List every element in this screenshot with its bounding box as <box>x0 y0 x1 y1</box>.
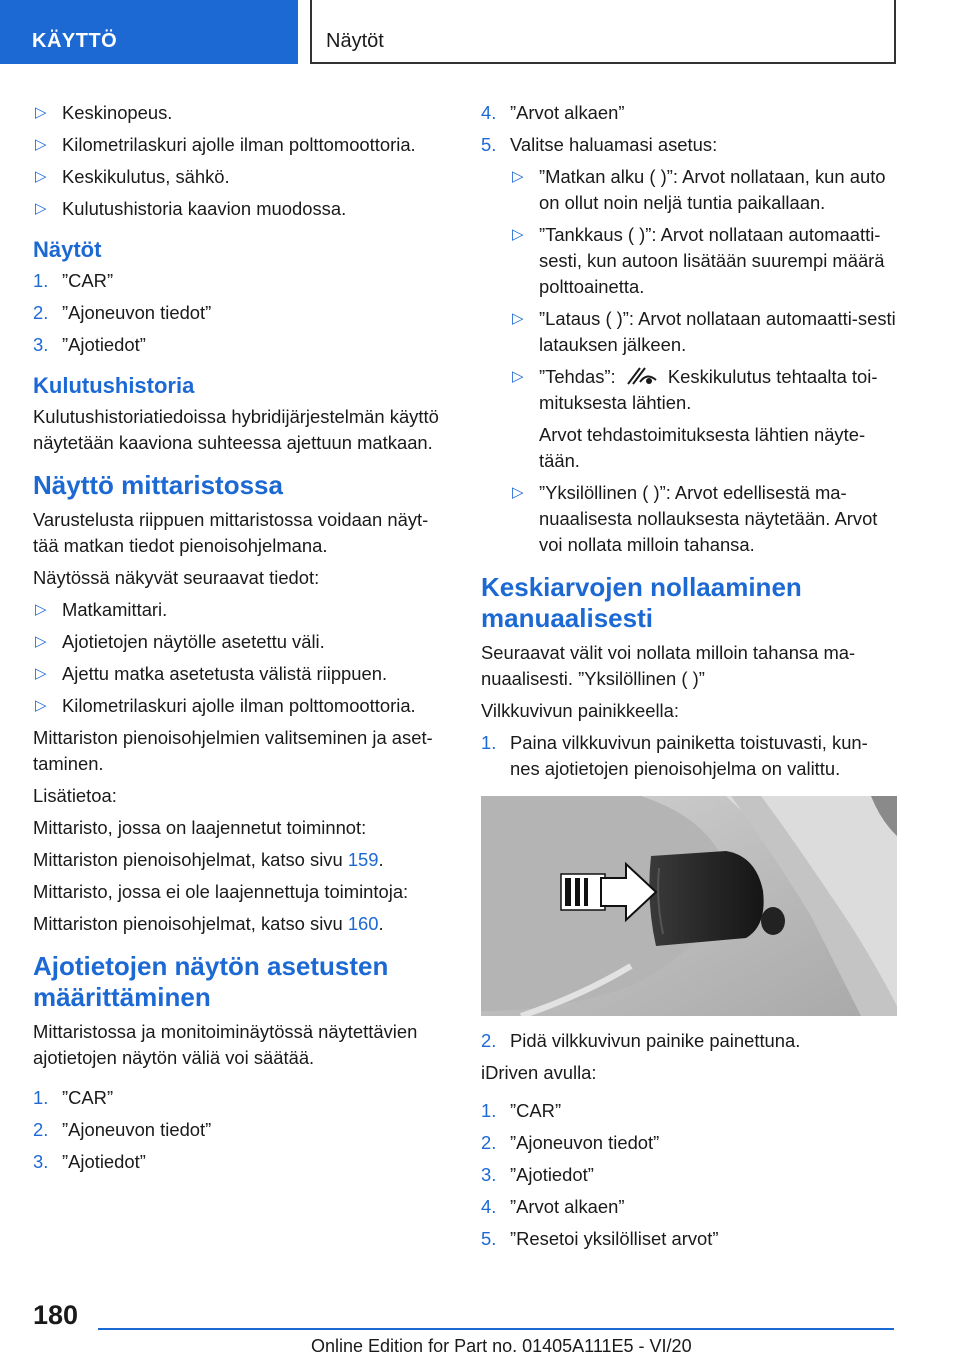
list-item: ▷ Keskinopeus. <box>33 100 451 126</box>
list-item: ▷ Kilometrilaskuri ajolle ilman polttomoottoria. <box>33 693 451 719</box>
heading-kulutushistoria: Kulutushistoria <box>33 373 195 398</box>
option-item: ▷ ”Matkan alku ( )”: Arvot nollataan, kun auto on ollut noin neljä tuntia paikallaan. <box>512 166 886 213</box>
heading-naytot: Näytöt <box>33 237 102 262</box>
step-item: 4. ”Arvot alkaen” <box>481 1196 625 1217</box>
paragraph: Mittaristossa ja monitoiminäytössä näytettävien ajotietojen näytön väliä voi säätää. <box>33 1021 418 1068</box>
step-item: 2. ”Ajoneuvon tiedot” <box>481 1132 660 1153</box>
paragraph-with-link: Mittariston pienoisohjelmat, katso sivu 159. <box>33 849 384 870</box>
turn-signal-lever-figure <box>481 796 897 1016</box>
paragraph: Seuraavat välit voi nollata milloin tahansa ma-nuaalisesti. ”Yksilöllinen ( )” <box>481 642 856 689</box>
paragraph: Vilkkuvivun painikkeella: <box>481 700 679 721</box>
triangle-bullet-icon: ▷ <box>512 226 524 243</box>
header-chapter-box <box>310 0 896 64</box>
paragraph: Näytössä näkyvät seuraavat tiedot: <box>33 567 320 588</box>
step-item: 3. ”Ajotiedot” <box>481 1164 594 1185</box>
step-item: 2. ”Ajoneuvon tiedot” <box>33 1119 212 1140</box>
page-link-160[interactable]: 160 <box>347 913 379 934</box>
paragraph: iDriven avulla: <box>481 1062 597 1083</box>
heading-nollaaminen: Keskiarvojen nollaaminen manuaalisesti <box>481 572 802 633</box>
list-item: ▷ Kilometrilaskuri ajolle ilman polttomoottoria. <box>33 132 451 158</box>
paragraph-with-link: Mittariston pienoisohjelmat, katso sivu 160. <box>33 913 384 934</box>
list-item: ▷ Ajettu matka asetetusta välistä riippuen. <box>33 661 451 687</box>
paragraph: Mittaristo, jossa ei ole laajennettuja toimintoja: <box>33 881 409 902</box>
factory-symbol-icon <box>625 365 659 387</box>
left-column <box>33 100 451 1181</box>
list-item: ▷ Matkamittari. <box>33 597 451 623</box>
step-item: 3. ”Ajotiedot” <box>33 1151 146 1172</box>
step-item: 5. Valitse haluamasi asetus: <box>481 134 718 155</box>
header-section-label: KÄYTTÖ <box>32 30 118 52</box>
triangle-bullet-icon: ▷ <box>35 136 47 153</box>
step-item: 2. Pidä vilkkuvivun painike painettuna. <box>481 1030 801 1051</box>
triangle-bullet-icon: ▷ <box>512 310 524 327</box>
step-item: 5. ”Resetoi yksilölliset arvot” <box>481 1228 719 1249</box>
list-item: ▷ Ajotietojen näytölle asetettu väli. <box>33 629 451 655</box>
step-item: 4. ”Arvot alkaen” <box>481 102 625 123</box>
paragraph: Mittaristo, jossa on laajennetut toiminnot: <box>33 817 367 838</box>
paragraph: Varustelusta riippuen mittaristossa voidaan näyt-tää matkan tiedot pienoisohjelmana. <box>33 509 429 556</box>
step-item: 1. ”CAR” <box>33 270 114 291</box>
option-item: ▷ ”Tehdas”: Keskikulutus tehtaalta toi-mituksesta lähtien. <box>512 366 878 413</box>
paragraph: Lisätietoa: <box>33 785 117 806</box>
triangle-bullet-icon: ▷ <box>35 665 47 682</box>
triangle-bullet-icon: ▷ <box>35 104 47 121</box>
triangle-bullet-icon: ▷ <box>512 484 524 501</box>
list-item: ▷ Keskikulutus, sähkö. <box>33 164 451 190</box>
header-section-tab <box>0 0 298 64</box>
triangle-bullet-icon: ▷ <box>512 168 524 185</box>
page-number: 180 <box>33 1300 79 1330</box>
step-item: 2. ”Ajoneuvon tiedot” <box>33 302 212 323</box>
option-item: ▷ ”Yksilöllinen ( )”: Arvot edellisestä ma-nuaalisesta nollauksesta näytetään. Arvot voi nollata milloin tahansa. <box>512 482 878 555</box>
paragraph: Mittariston pienoisohjelmien valitseminen ja aset-taminen. <box>33 727 433 774</box>
paragraph: Kulutushistoriatiedoissa hybridijärjestelmän käyttö näytetään kaaviona suhteessa ajettuun matkaan. <box>33 406 439 453</box>
triangle-bullet-icon: ▷ <box>35 601 47 618</box>
lever-illustration <box>481 796 897 1016</box>
footer-edition: Online Edition for Part no. 01405A111E5 - VI/20 <box>311 1336 692 1356</box>
step-item: 3. ”Ajotiedot” <box>33 334 146 355</box>
list-item: ▷ Kulutushistoria kaavion muodossa. <box>33 196 451 222</box>
step-item: 1. Paina vilkkuvivun painiketta toistuvasti, kun-nes ajotietojen pienoisohjelma on valittu. <box>481 732 868 779</box>
heading-asetukset: Ajotietojen näytön asetusten määrittäminen <box>33 951 389 1012</box>
right-column <box>481 100 897 1258</box>
header-chapter-label: Näytöt <box>326 30 384 52</box>
page-link-159[interactable]: 159 <box>347 849 379 870</box>
heading-mittaristo: Näyttö mittaristossa <box>33 470 283 500</box>
triangle-bullet-icon: ▷ <box>35 697 47 714</box>
step-item: 1. ”CAR” <box>33 1087 114 1108</box>
option-item: ▷ ”Tankkaus ( )”: Arvot nollataan automaatti-sesti, kun autoon lisätään suurempi määrä polttoainetta. <box>512 224 885 297</box>
step-item: 1. ”CAR” <box>481 1100 562 1121</box>
triangle-bullet-icon: ▷ <box>35 200 47 217</box>
triangle-bullet-icon: ▷ <box>35 168 47 185</box>
triangle-bullet-icon: ▷ <box>512 368 524 385</box>
footer-divider <box>98 1328 894 1330</box>
triangle-bullet-icon: ▷ <box>35 633 47 650</box>
option-item: ▷ ”Lataus ( )”: Arvot nollataan automaatti-sesti latauksen jälkeen. <box>512 308 896 355</box>
paragraph: Arvot tehdastoimituksesta lähtien näyte-tään. <box>539 424 866 471</box>
